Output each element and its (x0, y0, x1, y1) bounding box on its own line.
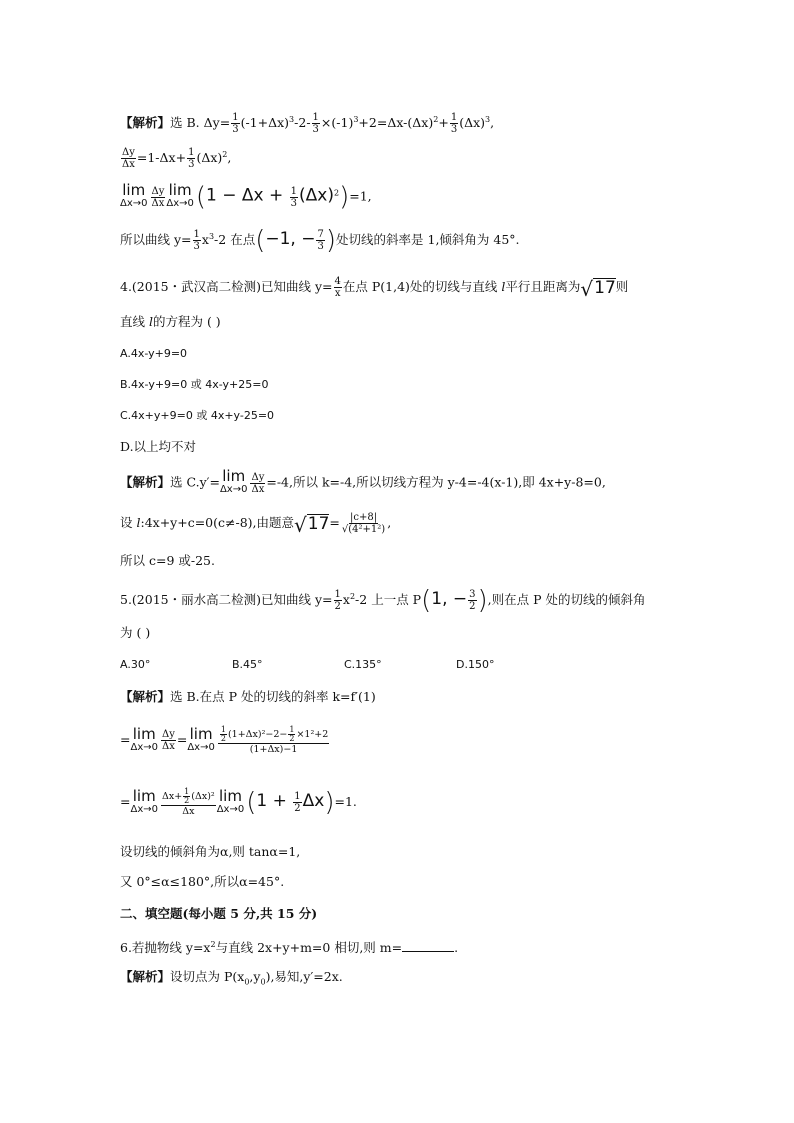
limit: lim Δx→0 (130, 724, 158, 753)
limit: lim Δx→0 (120, 181, 148, 209)
q5-line2: 为 ( ) (120, 625, 151, 640)
fraction: $\frac{4}{x}$ (334, 276, 341, 299)
q4-line2: 直线 l的方程为 ( ) (120, 314, 221, 329)
limit: lim Δx→0 (216, 786, 245, 815)
fraction: $\frac{\Delta y}{\Delta x}$ (161, 729, 175, 752)
fraction: $\frac{1}{3}$ (290, 185, 298, 209)
q4-solution-line2: 设 l:4x+y+c=0(c≠-8),由题意 √ 17 = $\frac{|c+8|}{\text{√(4²+1²)}}$ , (120, 512, 392, 537)
limit: lim Δx→0 (219, 467, 248, 495)
fraction: $\frac{1}{3}$ (450, 112, 458, 136)
solution-label: 【解析】 (120, 115, 171, 131)
fraction: $\frac{1}{3}$ (188, 147, 195, 171)
s3-line3: lim Δx→0 $\frac{\Delta y}{\Delta x}$ lim Δx→0 (1 − Δx + $\frac{1}{3}$ $(\Delta x)^2)=1$, (120, 181, 372, 212)
answer-blank[interactable] (402, 939, 454, 952)
fraction: $\frac{3}{2}$ (469, 589, 476, 613)
fraction: $\frac{1}{2}$ (334, 589, 341, 613)
q6-line1: 6.若抛物线 $y=x^2$与直线 2x+y+m=0 相切,则 m= . (120, 940, 459, 956)
q4-option-b: B.4x-y+9=0 或 4x-y+25=0 (120, 378, 269, 391)
fraction: $\frac{1}{3}$ (193, 229, 200, 253)
q5-solution-line3: = lim Δx→0 Δx+ $\frac{1}{2}$ (Δx)² Δx lim Δx→0 (1 + $\frac{1}{2}$ Δx)=1. (120, 786, 357, 818)
q4-solution-line1: 【解析】选 C.y′= lim Δx→0 $\frac{\Delta y}{\Delta x}$ =-4,所以 k=-4,所以切线方程为 y-4=-4(x-1),即 4x+y-8=0, (120, 467, 606, 495)
q5-option-c: C.135° (344, 658, 382, 671)
fraction: $\frac{\Delta y}{\Delta x}$ (251, 471, 265, 495)
fraction: $\frac{1}{3}$ (232, 112, 239, 136)
fraction: $\frac{1}{2}$ (1+Δx)²−2− $\frac{1}{2}$ ×1²+2 (1+Δx)−1 (218, 726, 329, 755)
q5-solution-line4: 设切线的倾斜角为α,则 tanα=1, (120, 844, 301, 859)
fraction: $\frac{\Delta y}{\Delta x}$ (122, 147, 135, 171)
q5-line1: 5.(2015・丽水高二检测)已知曲线 y= $\frac{1}{2}$ $x^2-2$ 上一点 P(1, − $\frac{3}{2}$ ),则在点 P 处的切线的倾斜角 (120, 585, 646, 616)
fraction: $\frac{|c+8|}{\text{√(4²+1²)}}$ (341, 512, 386, 535)
sqrt: √ 17 (580, 276, 616, 301)
q4-option-c: C.4x+y+9=0 或 4x+y-25=0 (120, 409, 275, 422)
section-heading: 二、填空题(每小题 5 分,共 15 分) (120, 906, 318, 921)
q5-option-b: B.45° (232, 658, 263, 671)
q5-solution-line1: 【解析】选 B.在点 P 处的切线的斜率 k=f′(1) (120, 689, 376, 704)
q5-options (120, 656, 494, 674)
limit: lim Δx→0 (166, 181, 194, 209)
s3-line4: 所以曲线 y= $\frac{1}{3}$ $x^3-2$ 在点(−1, − $\frac{7}{3}$ )处切线的斜率是 1,倾斜角为 45°. (120, 225, 520, 256)
q4-option-a: A.4x-y+9=0 (120, 347, 188, 360)
limit: lim Δx→0 (130, 786, 158, 815)
fraction: Δx+ $\frac{1}{2}$ (Δx)² Δx (161, 787, 215, 817)
fraction: $\frac{7}{3}$ (317, 229, 324, 253)
fraction: $\frac{1}{3}$ (312, 112, 319, 136)
sqrt: √ 17 (294, 512, 330, 537)
q4-line1: 4.(2015・武汉高二检测)已知曲线 y= $\frac{4}{x}$ 在点 P(1,4)处的切线与直线 l平行且距离为 √ 17 则 (120, 276, 629, 301)
s3-line1: 【解析】选 B. Δy= $\frac{1}{3}$ $(-1+\Delta x)^3-2-$ $\frac{1}{3}$ $\times(-1)^3+2=\Delta x-(\Delta x)^2+$ $\frac{1}{3}$ $(\Delta x)^3$, (120, 112, 495, 136)
q5-solution-line5: 又 0°≤α≤180°,所以α=45°. (120, 874, 285, 889)
limit: lim Δx→0 (187, 724, 215, 753)
q5-solution-line2: = lim Δx→0 $\frac{\Delta y}{\Delta x}$ = lim Δx→0 $\frac{1}{2}$ (1+Δx)²−2− $\frac{1}{2}$ ×1²+2 (1+Δx)−1 (120, 724, 329, 755)
q4-solution-line3: 所以 c=9 或-25. (120, 553, 215, 568)
fraction: $\frac{1}{2}$ (294, 791, 301, 814)
q6-solution: 【解析】设切点为 $P(x_0,y_0)$,易知,y′=2x. (120, 969, 343, 987)
q5-option-d: D.150° (456, 658, 495, 671)
q5-option-a: A.30° (120, 658, 151, 671)
q4-option-d: D.以上均不对 (120, 439, 197, 454)
s3-line2: $\frac{\Delta y}{\Delta x}$ =1-Δx+ $\frac{1}{3}$ $(\Delta x)^2$, (122, 147, 232, 171)
fraction: $\frac{\Delta y}{\Delta x}$ (151, 185, 165, 209)
